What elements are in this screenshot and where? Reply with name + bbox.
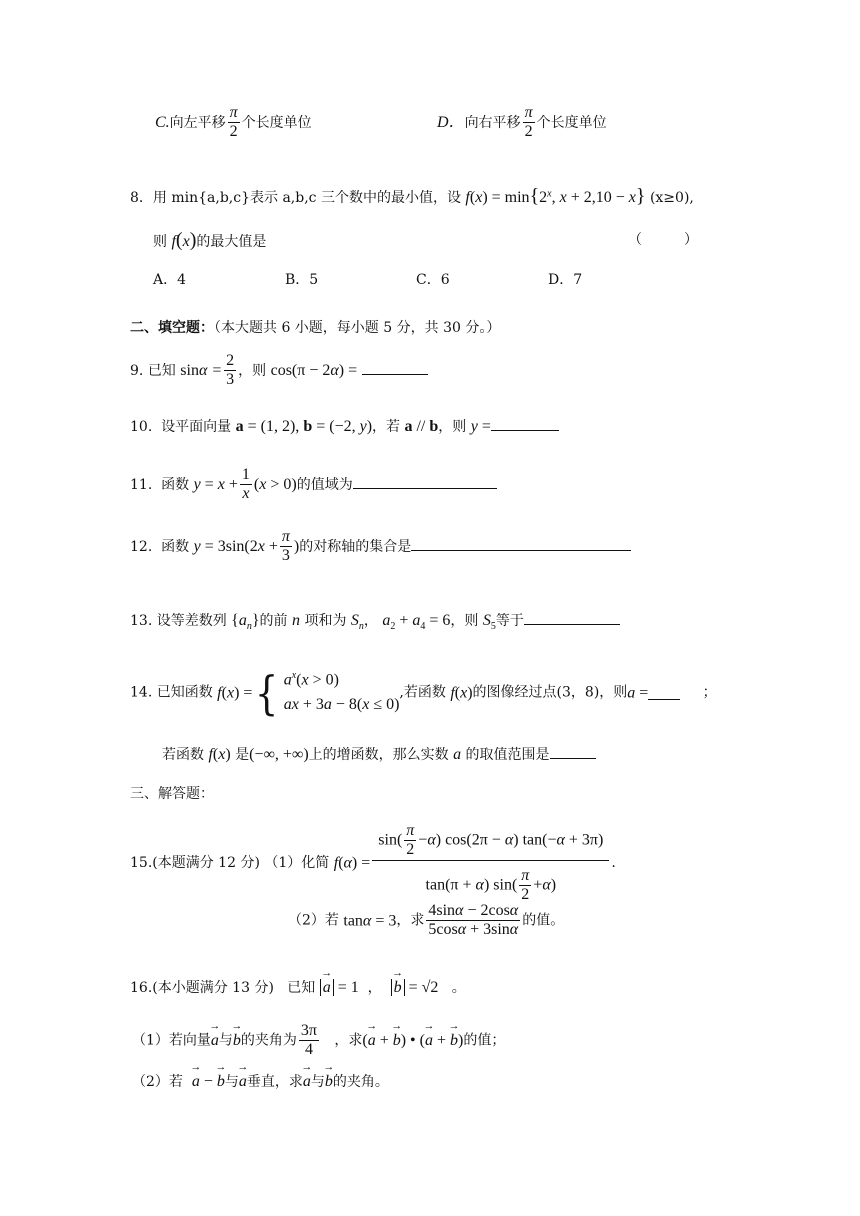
q7-option-c xyxy=(155,104,312,142)
q8-option-b xyxy=(285,272,318,289)
q9 xyxy=(130,352,428,390)
q8-option-c xyxy=(416,272,450,289)
fraction-pi-over-2: $\frac{\pi}{2}$ xyxy=(524,104,533,141)
question-text: ； xyxy=(702,684,717,701)
formula-f-alpha: f(α) = xyxy=(333,854,371,872)
option-label: C. xyxy=(155,113,170,131)
q8-ask xyxy=(153,228,266,252)
answer-blank[interactable] xyxy=(648,685,680,700)
option-label: D． xyxy=(548,272,574,288)
question-text: 用 min{a,b,c}表示 a,b,c 三个数中的最小值，设 xyxy=(152,190,461,206)
vector-a: → a xyxy=(239,1072,247,1091)
option-text: 向左平移 xyxy=(169,114,226,131)
formula-an: $\{a_n\}$ xyxy=(231,612,260,633)
question-text: 与 xyxy=(310,1074,325,1090)
q7-option-d xyxy=(437,104,607,142)
question-text: ， xyxy=(363,613,378,629)
question-text: 是 xyxy=(235,747,250,763)
answer-blank[interactable] xyxy=(550,744,596,759)
question-text: ，则 xyxy=(238,362,267,379)
q8-option-d xyxy=(548,272,582,289)
question-text: 的图像经过点(3，8)，则 xyxy=(472,684,628,701)
formula-vectors: a = (1, 2), b = (−2, y) xyxy=(235,418,373,435)
formula-piecewise-fx: f(x) = xyxy=(217,684,253,702)
question-text: 的夹角为 xyxy=(240,1032,297,1049)
fraction-one-over-x: $\frac{1}{x}$ xyxy=(241,466,250,503)
answer-blank[interactable] xyxy=(353,474,497,489)
option-value: 6 xyxy=(440,272,450,288)
question-text: 等于 xyxy=(495,613,524,629)
q15-part2 xyxy=(288,902,564,940)
question-number: 16. xyxy=(130,980,153,996)
question-text: 的取值范围是 xyxy=(465,747,550,763)
formula-min-f: f xyxy=(465,189,470,206)
question-text: 函数 xyxy=(161,538,190,555)
q15-part1: 15.(本题满分 12 分) （1）化简 f(α) = sin( $\frac{\pi}{2}$ −α) cos(2π − α) tan(−α + 3π) tan(π + α) sin( $\frac{\pi}{2}$ +α) . xyxy=(130,822,616,904)
question-text: 设平面向量 xyxy=(161,419,232,435)
question-text: 的值。 xyxy=(522,912,565,929)
formula-dot-product: (→ a + → b) • (→ a + → b) xyxy=(362,1032,463,1049)
question-text: 函数 xyxy=(161,476,190,493)
fraction-pi-over-2: $\frac{\pi}{2}$ xyxy=(229,104,238,141)
vector-a: → a xyxy=(303,1072,311,1091)
option-value: 7 xyxy=(573,272,583,288)
brace-icon: { xyxy=(255,665,279,720)
section-2-heading xyxy=(130,320,500,337)
question-text: 已知 xyxy=(287,980,316,996)
question-text: 。 xyxy=(451,980,466,996)
question-text: 设等差数列 xyxy=(156,613,227,629)
formula-sin-alpha: sinα = xyxy=(180,361,223,379)
question-text: （2）若 xyxy=(132,1074,183,1090)
question-text: ,若函数 xyxy=(399,684,446,701)
q8-stem: 8．用 min{a,b,c}表示 a,b,c 三个数中的最小值，设 $f(x) = \min\{2^x$, x + 2,10 − x} (x≥0), xyxy=(130,185,694,207)
option-text: 个长度单位 xyxy=(241,114,312,131)
question-number: 12. xyxy=(130,538,153,555)
question-text: 项和为 xyxy=(304,613,347,629)
answer-blank[interactable] xyxy=(491,416,559,431)
option-label: A． xyxy=(153,272,178,288)
question-text: 若函数 xyxy=(162,747,204,763)
formula-s5: $S_5$ xyxy=(482,612,496,633)
option-value: 4 xyxy=(177,272,187,288)
question-text: （1）化简 xyxy=(264,854,330,871)
section-3-heading xyxy=(130,786,214,803)
question-text: 与 xyxy=(218,1032,233,1049)
formula-parallel: a // b xyxy=(404,418,439,435)
q16-part1 xyxy=(132,1022,505,1060)
question-text: 已知 xyxy=(147,362,176,379)
q13 xyxy=(130,610,620,633)
q14 xyxy=(130,665,717,720)
vector-b: → b xyxy=(325,1072,333,1091)
question-number: 13. xyxy=(130,613,153,629)
question-text: 的值； xyxy=(463,1032,506,1049)
formula-fx: f(x) xyxy=(450,684,473,702)
section-note: （本大题共 6 小题，每小题 5 分，共 30 分。） xyxy=(214,320,501,336)
formula-tan-alpha: tanα = 3 xyxy=(343,912,397,930)
option-text: 向右平移 xyxy=(464,114,521,131)
formula-fx: f(x) xyxy=(171,229,197,251)
question-text: 的值域为 xyxy=(296,476,353,493)
fraction-simplify: sin( $\frac{\pi}{2}$ −α) cos(2π − α) tan(−α + 3π) tan(π + α) sin( $\frac{\pi}{2}$ +α) xyxy=(372,822,609,905)
q16-stem xyxy=(130,978,466,997)
piecewise-cases: $a^x(x > 0)$ ax + 3a − 8(x ≤ 0) xyxy=(283,670,400,714)
question-text: 上的增函数，那么实数 xyxy=(308,747,449,763)
question-score: (本小题满分 13 分) xyxy=(152,980,274,996)
formula-fx: f(x) xyxy=(208,746,231,763)
q12: 12. 函数 y = 3sin(2x + $\frac{\pi}{3}$ )的对称轴的集合是 xyxy=(130,528,631,566)
formula-abs-b: → b = √2 xyxy=(391,979,439,996)
section-title: 二、填空题： xyxy=(130,320,214,336)
option-label: D． xyxy=(437,113,465,131)
formula-n: n xyxy=(292,612,300,629)
question-number: 9. xyxy=(130,362,144,379)
question-text: 的对称轴的集合是 xyxy=(299,538,412,555)
question-text: ，求 xyxy=(334,1032,363,1049)
q8-answer-paren: （ ） xyxy=(628,232,698,248)
fraction-evaluate: $\frac{4\sin\alpha - 2\cos\alpha}{5\cos\alpha + 3\sin\alpha}$ xyxy=(428,902,519,939)
q8-option-a xyxy=(153,272,186,289)
question-number: 8． xyxy=(130,190,153,206)
question-text: 已知函数 xyxy=(156,684,213,701)
question-text: 的最大值是 xyxy=(196,234,267,250)
q16-part2 xyxy=(132,1072,389,1091)
formula-a: a = xyxy=(627,684,649,702)
question-text: ，则 xyxy=(438,419,467,435)
fraction-3pi-over-4: $\frac{3\pi}{4}$ xyxy=(300,1022,317,1059)
answer-blank[interactable] xyxy=(524,610,620,625)
formula-domain: (x > 0) xyxy=(253,475,297,493)
formula-a-minus-b: → a − → b xyxy=(192,1073,225,1090)
question-text: 垂直，求 xyxy=(246,1074,303,1090)
question-number: 14. xyxy=(130,684,153,701)
formula-y: y = xyxy=(470,418,491,435)
question-text: ，若 xyxy=(372,419,401,435)
question-text: 则 xyxy=(153,234,167,250)
fraction-pi-over-3: $\frac{\pi}{3}$ xyxy=(281,528,290,565)
answer-blank[interactable] xyxy=(411,536,631,551)
question-text: （1）若向量 xyxy=(132,1032,211,1049)
question-number: 10. xyxy=(130,419,153,435)
question-text: （2）若 xyxy=(288,912,339,929)
formula-3sin: y = 3sin(2x + xyxy=(193,537,278,555)
question-text: 与 xyxy=(224,1074,239,1090)
formula-cos: cos(π − 2α) = xyxy=(270,361,358,379)
option-value: 5 xyxy=(309,272,319,288)
fraction-two-thirds: $\frac{2}{3}$ xyxy=(226,352,235,389)
formula-sn: $S_n$ xyxy=(350,612,364,633)
q10 xyxy=(130,416,559,436)
option-text: 个长度单位 xyxy=(536,114,607,131)
formula-a2-a4: $a_2 + a_4 = 6$ xyxy=(382,612,451,633)
section-title: 三、解答题： xyxy=(130,786,214,802)
q11 xyxy=(130,466,497,504)
question-number: 11. xyxy=(130,476,153,493)
question-text: ， xyxy=(367,980,382,996)
vector-b: → b xyxy=(233,1031,241,1050)
formula-abs-a: → a = 1 xyxy=(320,979,359,996)
question-text: 的夹角。 xyxy=(332,1074,389,1090)
option-label: C． xyxy=(416,272,441,288)
question-number: 15. xyxy=(130,854,153,871)
question-score: (本题满分 12 分) xyxy=(152,854,260,871)
formula-interval: (−∞, +∞) xyxy=(249,746,309,763)
answer-blank[interactable] xyxy=(362,360,428,375)
question-text: ，则 xyxy=(450,613,479,629)
question-text: ，求 xyxy=(396,912,425,929)
question-text: 的前 xyxy=(259,613,288,629)
formula-a: a xyxy=(453,746,462,763)
domain-condition: (x≥0), xyxy=(649,190,694,206)
formula-y-x-plus-inv: y = x + xyxy=(193,475,238,493)
vector-a: → a xyxy=(211,1031,219,1050)
q14-part2 xyxy=(162,744,596,764)
option-label: B． xyxy=(285,272,310,288)
